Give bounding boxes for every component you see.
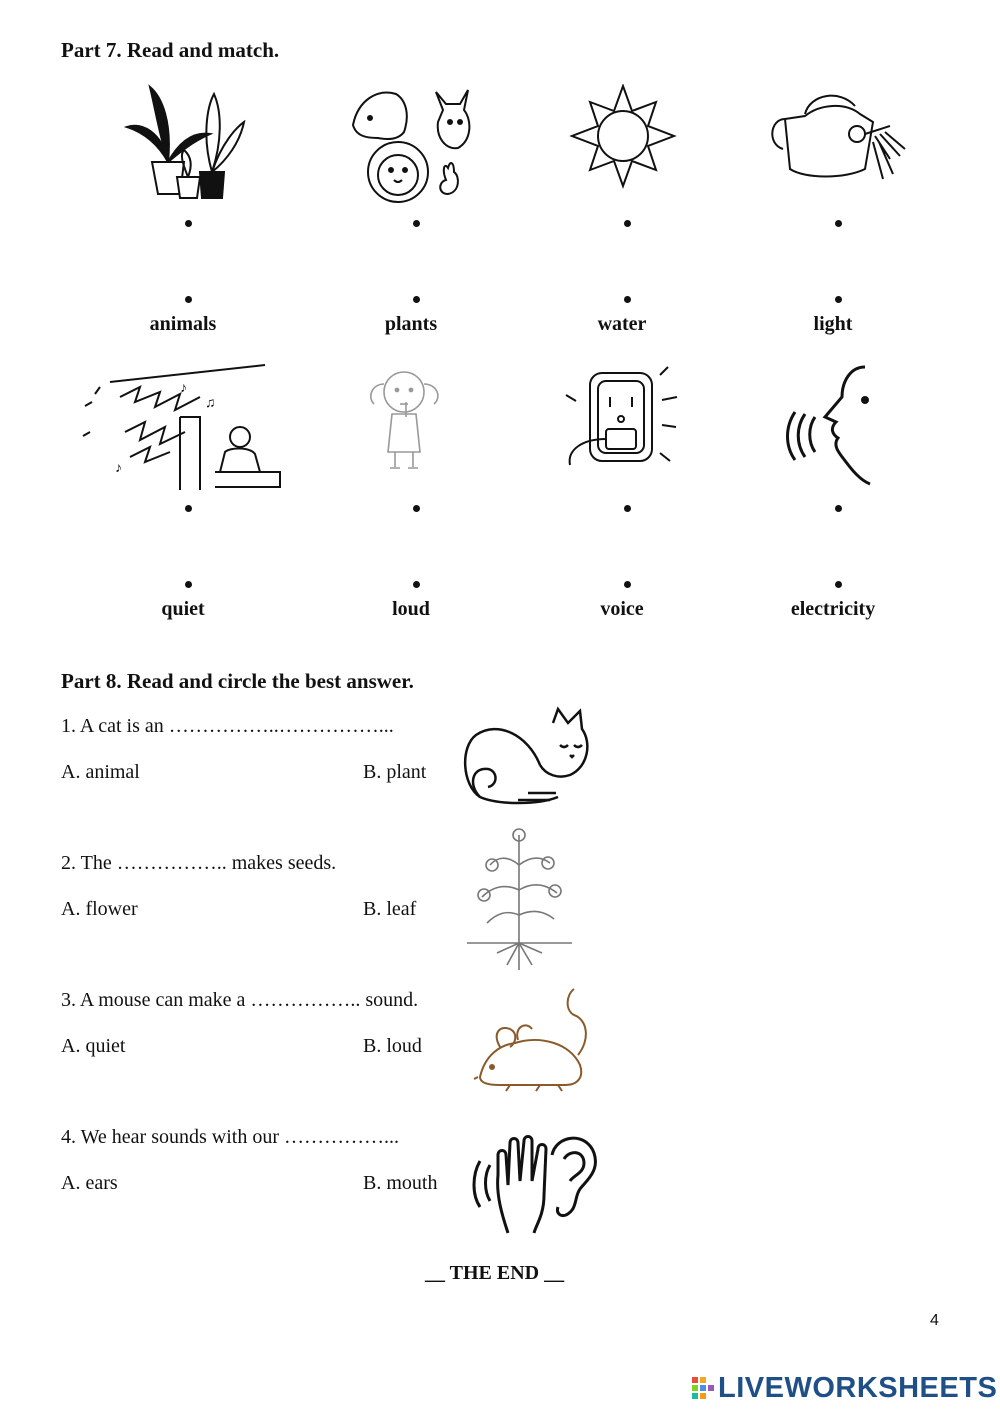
match-word-quiet: quiet: [161, 598, 205, 620]
match-word-voice: voice: [600, 598, 644, 620]
match-word-light: light: [813, 313, 853, 335]
match-dot-top-1[interactable]: [185, 220, 192, 227]
match-dot-bottom-5[interactable]: [185, 581, 192, 588]
match-word-loud: loud: [392, 598, 430, 620]
noisy-room-picture: [80, 362, 285, 492]
match-dot-top-2[interactable]: [413, 220, 420, 227]
question-2-option-a[interactable]: A. flower: [61, 898, 138, 920]
match-dot-top-6[interactable]: [413, 505, 420, 512]
plants-picture: [122, 82, 247, 202]
question-1-text: 1. A cat is an ……………..……………...: [61, 715, 394, 737]
question-2-text: 2. The …………….. makes seeds.: [61, 852, 337, 874]
the-end-text: __ THE END __: [425, 1262, 565, 1284]
part8-heading: Part 8. Read and circle the best answer.: [61, 669, 414, 693]
part7-heading: Part 7. Read and match.: [61, 38, 280, 62]
match-word-electricity: electricity: [790, 598, 876, 620]
match-dot-bottom-3[interactable]: [624, 296, 631, 303]
liveworksheets-wordmark: LIVEWORKSHEETS: [718, 1372, 998, 1404]
watering-can-picture: [765, 84, 910, 194]
ear-picture: [466, 1125, 606, 1237]
question-1-option-a[interactable]: A. animal: [61, 761, 140, 783]
match-dot-bottom-7[interactable]: [624, 581, 631, 588]
question-4-option-a[interactable]: A. ears: [61, 1172, 118, 1194]
question-3-option-b[interactable]: B. loud: [363, 1035, 422, 1057]
match-dot-bottom-1[interactable]: [185, 296, 192, 303]
match-dot-bottom-8[interactable]: [835, 581, 842, 588]
svg-text:♪: ♪: [180, 381, 187, 396]
match-dot-bottom-2[interactable]: [413, 296, 420, 303]
speaking-face-picture: [780, 362, 880, 487]
quiet-girl-picture: [362, 362, 447, 472]
animals-picture: [348, 80, 478, 205]
match-word-plants: plants: [384, 313, 438, 335]
question-2-option-b[interactable]: B. leaf: [363, 898, 417, 920]
match-dot-top-8[interactable]: [835, 505, 842, 512]
match-dot-top-7[interactable]: [624, 505, 631, 512]
match-dot-top-4[interactable]: [835, 220, 842, 227]
question-3-option-a[interactable]: A. quiet: [61, 1035, 126, 1057]
question-4-option-b[interactable]: B. mouth: [363, 1172, 438, 1194]
liveworksheets-logo[interactable]: [692, 1372, 997, 1405]
plant-picture: [462, 825, 577, 973]
question-3-text: 3. A mouse can make a …………….. sound.: [61, 989, 419, 1011]
match-dot-bottom-6[interactable]: [413, 581, 420, 588]
liveworksheets-grid-icon: [692, 1377, 714, 1401]
page-number: 4: [930, 1312, 939, 1329]
match-dot-top-3[interactable]: [624, 220, 631, 227]
svg-text:♫: ♫: [205, 396, 216, 411]
match-dot-bottom-4[interactable]: [835, 296, 842, 303]
svg-text:♪: ♪: [115, 461, 122, 476]
question-4-text: 4. We hear sounds with our ……………...: [61, 1126, 399, 1148]
question-1-option-b[interactable]: B. plant: [363, 761, 427, 783]
cat-picture: [458, 705, 600, 810]
match-word-water: water: [597, 313, 647, 335]
mouse-picture: [470, 985, 595, 1095]
match-word-animals: animals: [149, 313, 217, 335]
sun-picture: [568, 84, 678, 189]
electric-socket-picture: [562, 365, 682, 477]
match-dot-top-5[interactable]: [185, 505, 192, 512]
